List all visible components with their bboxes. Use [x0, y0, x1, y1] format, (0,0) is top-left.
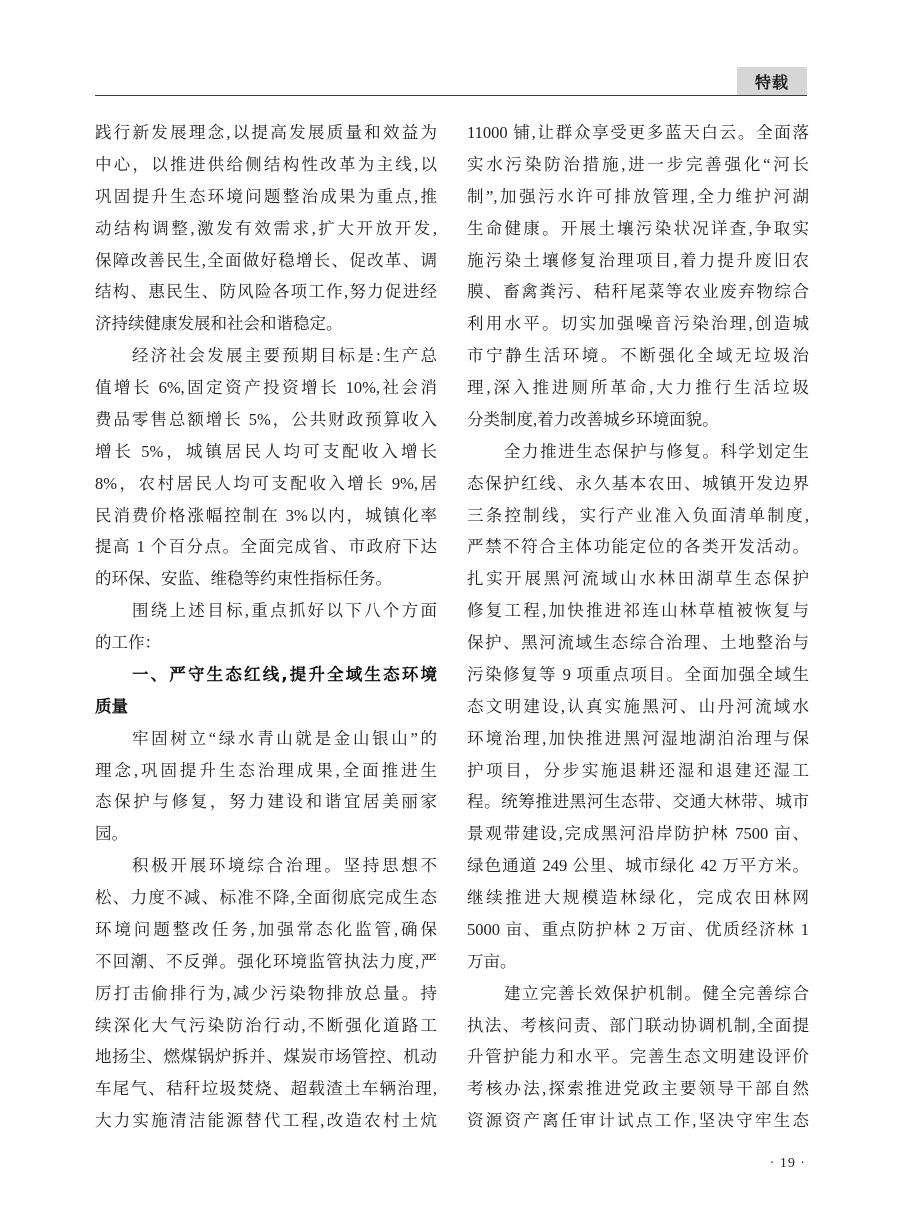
text-line: 续深化大气污染防治行动,不断强化道路工 — [95, 1015, 437, 1035]
text-line: 费品零售总额增长 5%，公共财政预算收入 — [95, 409, 437, 429]
text-line: 态保护红线、永久基本农田、城镇开发边界 — [467, 473, 809, 493]
text-line: 积极开展环境综合治理。坚持思想不 — [132, 856, 437, 876]
paragraph — [95, 595, 437, 659]
text-line: 考核办法,探索推进党政主要领导干部自然 — [467, 1079, 809, 1099]
text-line: 保障改善民生,全面做好稳增长、促改革、调 — [95, 250, 437, 270]
text-line: 围绕上述目标,重点抓好以下八个方面 — [132, 601, 437, 621]
text-line: 绿色通道 249 公里、城市绿化 42 万平方米。 — [467, 856, 809, 876]
text-line: 严禁不符合主体功能定位的各类开发活动。 — [467, 537, 809, 557]
text-line: 5000 亩、重点防护林 2 万亩、优质经济林 1 — [467, 919, 809, 939]
text-line: 建立完善长效保护机制。健全完善综合 — [504, 983, 809, 1003]
text-line: 实水污染防治措施,进一步完善强化“河长 — [467, 154, 809, 174]
text-line: 中心，以推进供给侧结构性改革为主线,以 — [95, 154, 437, 174]
text-line: 继续推进大规模造林绿化，完成农田林网 — [467, 888, 809, 907]
running-header — [0, 0, 901, 100]
text-line: 8%，农村居民人均可支配收入增长 9%,居 — [95, 473, 437, 493]
paragraph — [95, 340, 437, 595]
text-line: 巩固提升生态环境问题整治成果为重点,推 — [95, 186, 437, 206]
text-line: 资源资产离任审计试点工作,坚决守牢生态 — [467, 1111, 809, 1131]
text-line: 污染修复等 9 项重点项目。全面加强全域生 — [467, 664, 809, 684]
section-heading-line: 一、严守生态红线,提升全域生态环境 — [132, 664, 437, 684]
text-line: 景观带建设,完成黑河沿岸防护林 7500 亩、 — [467, 824, 809, 844]
text-line: 理,深入推进厕所革命,大力推行生活垃圾 — [467, 378, 809, 397]
text-line: 制”,加强污水许可排放管理,全力维护河湖 — [467, 186, 809, 206]
text-line: 环境问题整改任务,加强常态化监管,确保 — [95, 919, 437, 939]
text-line: 三条控制线，实行产业准入负面清单制度, — [467, 505, 809, 525]
section-heading — [95, 659, 437, 723]
text-line: 全力推进生态保护与修复。科学划定生 — [504, 441, 809, 461]
paragraph — [467, 436, 809, 978]
text-line: 利用水平。切实加强噪音污染治理,创造城 — [467, 314, 809, 334]
paragraph — [95, 723, 437, 851]
text-line: 市宁静生活环境。不断强化全域无垃圾治 — [467, 346, 809, 366]
text-line: 践行新发展理念,以提高发展质量和效益为 — [95, 123, 437, 142]
text-line: 经济社会发展主要预期目标是:生产总 — [132, 346, 437, 366]
text-line: 施污染土壤修复治理项目,着力提升废旧农 — [467, 250, 809, 270]
text-line: 厉打击偷排行为,减少污染物排放总量。持 — [95, 983, 437, 1003]
text-line: 牢固树立“绿水青山就是金山银山”的 — [132, 728, 437, 748]
paragraph — [467, 978, 809, 1137]
text-line: 提高 1 个百分点。全面完成省、市政府下达 — [95, 537, 437, 557]
text-line: 修复工程,加快推进祁连山林草植被恢复与 — [467, 601, 809, 621]
text-line: 理念,巩固提升生态治理成果,全面推进生 — [95, 760, 437, 780]
page-number: · 19 · — [769, 1156, 806, 1171]
text-line: 不回潮、不反弹。强化环境监管执法力度,严 — [95, 951, 437, 971]
text-line: 的环保、安监、维稳等约束性指标任务。 — [95, 569, 392, 589]
paragraph — [95, 850, 437, 1137]
right-column — [467, 117, 809, 1137]
text-line: 态文明建设,认真实施黑河、山丹河流域水 — [467, 696, 809, 716]
text-line: 生命健康。开展土壤污染状况详查,争取实 — [467, 218, 809, 238]
text-line: 动结构调整,激发有效需求,扩大开放开发, — [95, 218, 437, 238]
text-line: 大力实施清洁能源替代工程,改造农村土炕 — [95, 1111, 437, 1131]
text-line: 松、力度不减、标准不降,全面彻底完成生态 — [95, 888, 437, 907]
text-line: 万亩。 — [467, 951, 517, 971]
text-line: 济持续健康发展和社会和谐稳定。 — [95, 314, 343, 334]
text-line: 增长 5%，城镇居民人均可支配收入增长 — [95, 441, 437, 461]
text-line: 11000 铺,让群众享受更多蓝天白云。全面落 — [467, 123, 809, 142]
header-rule — [95, 95, 807, 96]
text-line: 扎实开展黑河流域山水林田湖草生态保护 — [467, 569, 809, 589]
text-line: 保护、黑河流域生态综合治理、土地整治与 — [467, 633, 809, 652]
text-line: 态保护与修复，努力建设和谐宜居美丽家 — [95, 792, 437, 812]
text-line: 车尾气、秸秆垃圾焚烧、超载渣土车辆治理, — [95, 1079, 437, 1099]
text-line: 执法、考核问责、部门联动协调机制,全面提 — [467, 1015, 809, 1035]
section-tab — [737, 67, 807, 95]
left-column — [95, 117, 437, 1137]
text-line: 程。统筹推进黑河生态带、交通大林带、城市 — [467, 792, 809, 812]
text-line: 值增长 6%,固定资产投资增长 10%,社会消 — [95, 378, 437, 397]
text-line: 地扬尘、燃煤锅炉拆并、煤炭市场管控、机动 — [95, 1047, 437, 1067]
text-line: 膜、畜禽粪污、秸秆尾菜等农业废弃物综合 — [467, 282, 809, 302]
text-line: 民消费价格涨幅控制在 3%以内，城镇化率 — [95, 505, 437, 525]
paragraph — [467, 117, 809, 436]
text-line: 升管护能力和水平。完善生态文明建设评价 — [467, 1047, 809, 1067]
text-line: 的工作： — [95, 633, 161, 652]
section-heading-line: 质量 — [95, 696, 128, 716]
section-tab-label: 特载 — [754, 72, 789, 92]
text-line: 分类制度,着力改善城乡环境面貌。 — [467, 409, 719, 429]
text-line: 园。 — [95, 824, 128, 844]
text-line: 环境治理,加快推进黑河湿地湖泊治理与保 — [467, 728, 809, 748]
paragraph — [95, 117, 437, 340]
text-line: 护项目，分步实施退耕还湿和退建还湿工 — [467, 760, 809, 780]
text-line: 结构、惠民生、防风险各项工作,努力促进经 — [95, 282, 437, 302]
